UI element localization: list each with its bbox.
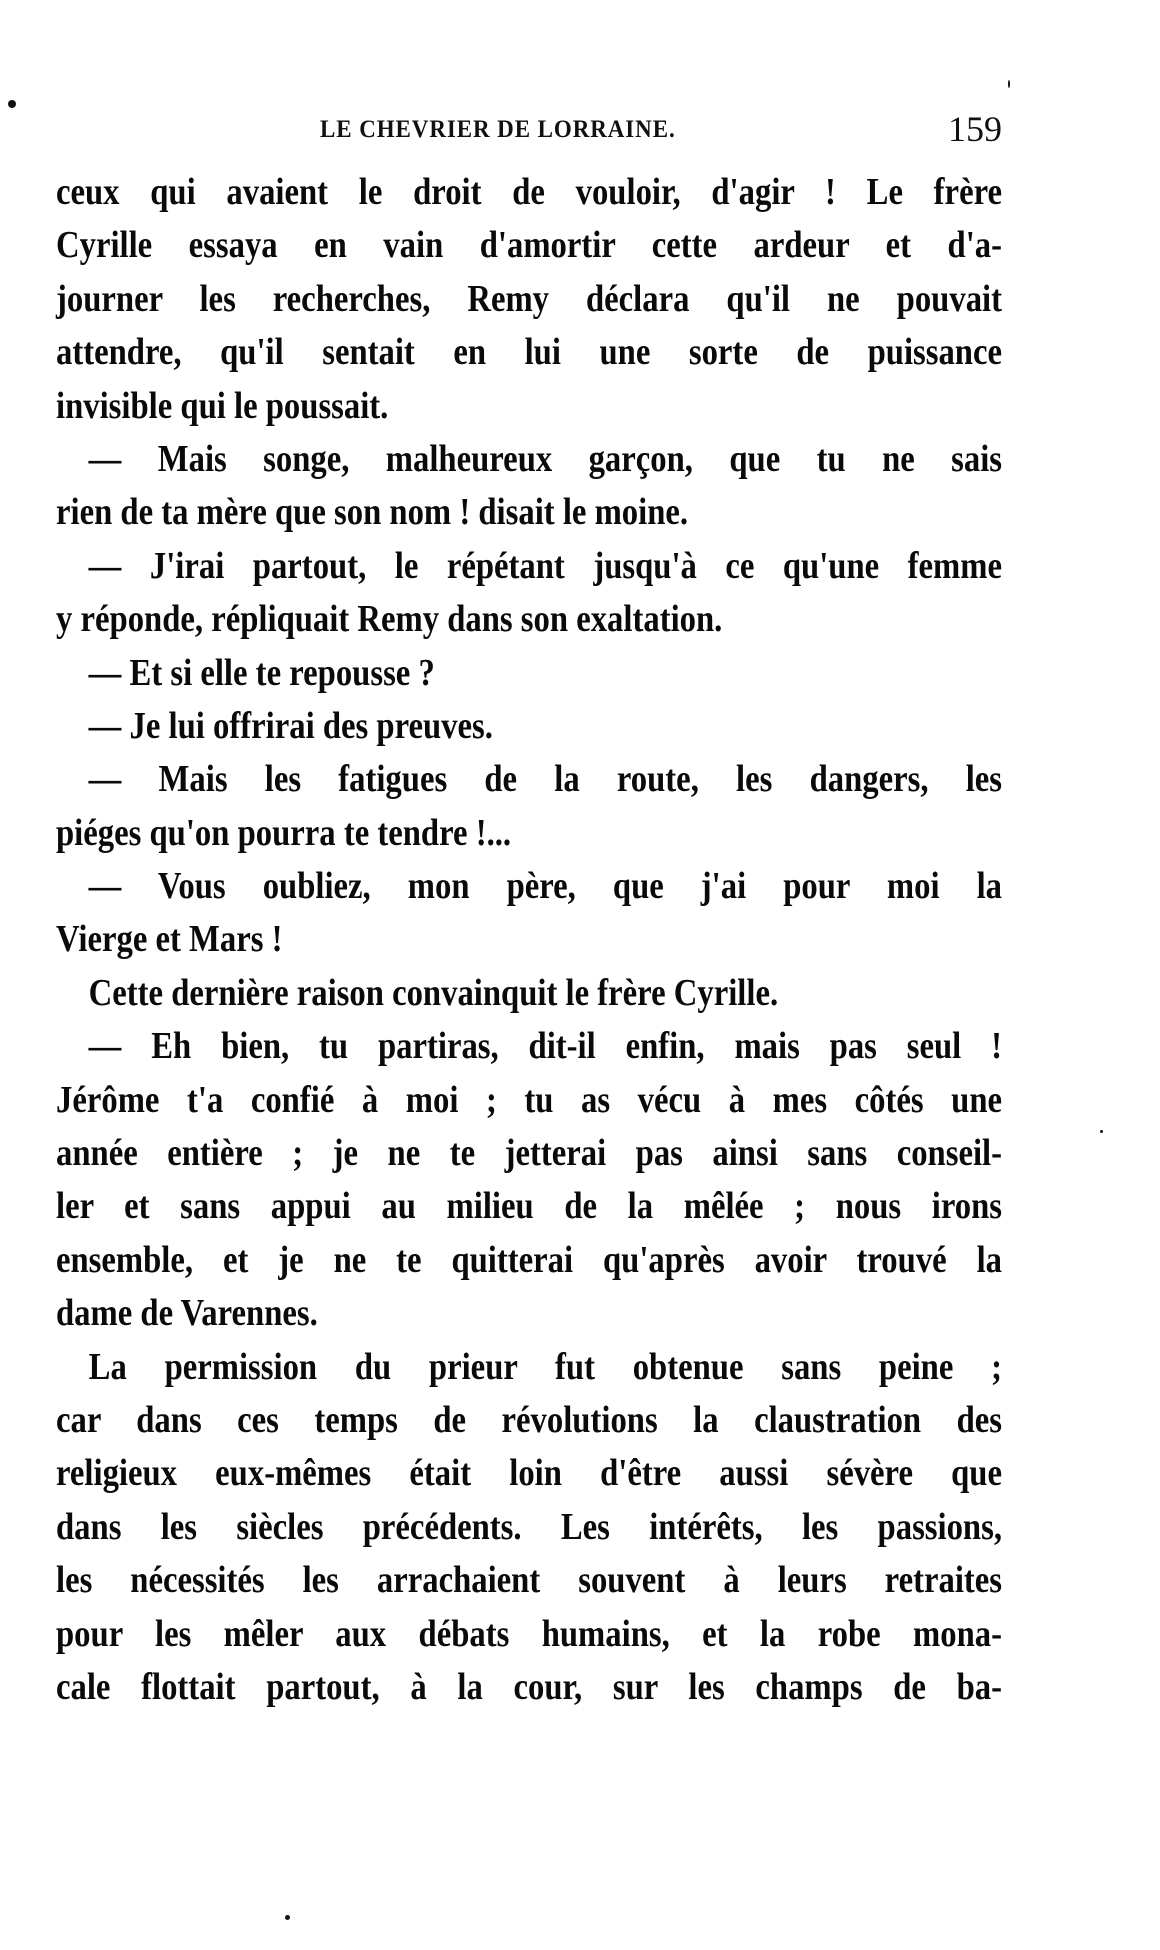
text-line: dame de Varennes. — [56, 1292, 318, 1335]
text-line: cale flottait partout, à la cour, sur les champs de ba- — [56, 1665, 1002, 1708]
text-line: journer les recherches, Remy déclara qu'il ne pouvait — [56, 277, 1002, 320]
text-line: — J'irai partout, le répétant jusqu'à ce qu'une femme — [88, 544, 1003, 587]
text-line: Cyrille essaya en vain d'amortir cette ardeur et d'a- — [56, 224, 1002, 267]
text-line: Cette dernière raison convainquit le frère Cyrille. — [88, 971, 779, 1014]
body-text — [56, 166, 1002, 1714]
text-line: y réponde, répliquait Remy dans son exaltation. — [56, 598, 723, 641]
text-line: — Vous oubliez, mon père, que j'ai pour moi la — [88, 865, 1003, 908]
scan-speck — [8, 100, 16, 108]
text-line: Vierge et Mars ! — [56, 918, 283, 961]
text-line: rien de ta mère que son nom ! disait le moine. — [56, 491, 689, 534]
text-line: pour les mêler aux débats humains, et la robe mona- — [56, 1612, 1002, 1655]
text-line: — Je lui offrirai des preuves. — [88, 704, 493, 747]
page-number: 159 — [948, 109, 1002, 149]
scan-speck — [285, 1915, 290, 1920]
text-line: piéges qu'on pourra te tendre !... — [56, 811, 512, 854]
text-line: les nécessités les arrachaient souvent à leurs retraites — [56, 1559, 1002, 1602]
text-line: La permission du prieur fut obtenue sans peine ; — [88, 1345, 1003, 1388]
text-line: car dans ces temps de révolutions la claustration des — [56, 1398, 1002, 1441]
running-header — [56, 109, 1002, 152]
text-line: ensemble, et je ne te quitterai qu'après avoir trouvé la — [56, 1238, 1002, 1281]
text-line: dans les siècles précédents. Les intérêts, les passions, — [56, 1505, 1002, 1548]
text-line: — Eh bien, tu partiras, dit-il enfin, mais pas seul ! — [88, 1025, 1003, 1068]
text-line: — Et si elle te repousse ? — [88, 651, 435, 694]
text-line: — Mais songe, malheureux garçon, que tu ne sais — [88, 437, 1003, 480]
scan-speck — [1008, 80, 1010, 88]
text-line: année entière ; je ne te jetterai pas ainsi sans conseil- — [56, 1132, 1002, 1175]
text-line: religieux eux-mêmes était loin d'être aussi sévère que — [56, 1452, 1002, 1495]
text-line: ler et sans appui au milieu de la mêlée ; nous irons — [56, 1185, 1002, 1228]
running-title: LE CHEVRIER DE LORRAINE. — [320, 116, 676, 143]
text-line: attendre, qu'il sentait en lui une sorte de puissance — [56, 331, 1002, 374]
text-line: invisible qui le poussait. — [56, 384, 389, 427]
text-line: — Mais les fatigues de la route, les dangers, les — [88, 758, 1003, 801]
scan-speck — [1100, 1130, 1103, 1133]
text-line: ceux qui avaient le droit de vouloir, d'agir ! Le frère — [56, 171, 1002, 213]
text-line: Jérôme t'a confié à moi ; tu as vécu à mes côtés une — [56, 1078, 1002, 1121]
